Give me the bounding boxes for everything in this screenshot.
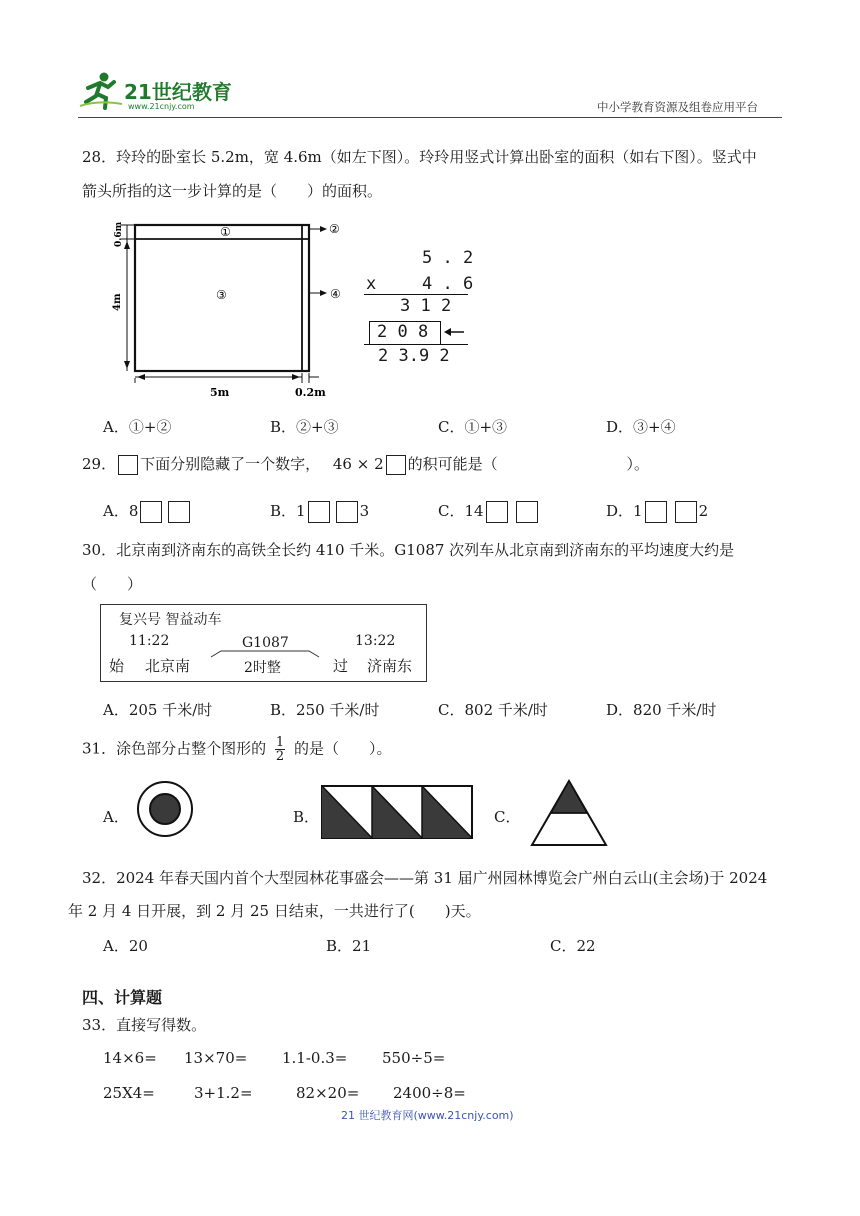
region-3-label: ③ [216, 288, 227, 302]
q30-stem-line2: （ ） [82, 575, 143, 593]
q29-option-b-label: B．1 [270, 502, 306, 520]
q28-stem-line1: 28．玲玲的卧室长 5.2m，宽 4.6m（如左下图）。玲玲用竖式计算出卧室的面积（如右下图）。竖式中 [82, 148, 757, 166]
digit-box [486, 501, 508, 523]
label-0-6m: 0.6m [114, 221, 124, 247]
calc-item: 13×70= [184, 1049, 248, 1067]
q29-option-d[interactable] [606, 500, 708, 523]
q30-stem-line1: 30．北京南到济南东的高铁全长约 410 千米。G1087 次列车从北京南到济南东的平均速度大约是 [82, 541, 735, 559]
q31-option-c-triangle-figure[interactable] [529, 778, 609, 848]
label-4m: 4m [112, 293, 123, 311]
ticket-start-station: 北京南 [145, 657, 191, 675]
q29-stem [82, 453, 649, 475]
logo-text: 21世纪教育 [124, 80, 232, 104]
calc-row-208: 2 0 8 [377, 322, 429, 342]
q32-option-c[interactable]: C．22 [550, 937, 596, 955]
q29-option-a-label: A．8 [103, 502, 139, 520]
ticket-title: 复兴号 智益动车 [119, 612, 222, 628]
q31-option-b-triangles-figure[interactable] [320, 784, 474, 840]
calc-times: x [366, 274, 377, 294]
q30-option-b[interactable]: B．250 千米/时 [270, 701, 380, 719]
q30-option-d[interactable]: D．820 千米/时 [606, 701, 717, 719]
header-divider [78, 117, 782, 118]
region-4-label: ④ [330, 287, 341, 301]
hidden-digit-box [118, 455, 138, 475]
q28-option-c[interactable]: C．①+③ [438, 418, 508, 436]
q29-stem-close: ）。 [626, 455, 649, 473]
q29-number: 29． [82, 455, 117, 473]
q32-stem-line1: 32．2024 年春天国内首个大型园林花事盛会——第 31 届广州园林博览会广州白云山(主会场)于 2024 [82, 869, 768, 887]
calc-item: 2400÷8= [393, 1084, 466, 1102]
ticket-pass-label: 过 [333, 657, 349, 675]
calc-item: 25X4= [103, 1084, 155, 1102]
logo-url: www.21cnjy.com [128, 102, 195, 111]
footer-link[interactable]: 21 世纪教育网(www.21cnjy.com) [341, 1109, 514, 1122]
vertical-calculation [362, 244, 477, 374]
calc-row-4-6: 4 . 6 [422, 274, 474, 294]
q28-option-d[interactable]: D．③+④ [606, 418, 676, 436]
q29-option-d-label: D．1 [606, 502, 643, 520]
header-platform-text: 中小学教育资源及组卷应用平台 [597, 100, 758, 114]
fraction-numerator: 1 [275, 735, 285, 750]
q31-option-c-label[interactable]: C． [494, 808, 521, 826]
calc-item: 14×6= [103, 1049, 157, 1067]
logo [78, 70, 243, 114]
calc-row-312: 3 1 2 [400, 296, 452, 316]
train-ticket [100, 604, 427, 682]
q29-option-b[interactable] [270, 500, 369, 523]
calc-line-1 [364, 294, 468, 295]
calc-item: 3+1.2= [194, 1084, 253, 1102]
q29-option-c[interactable] [438, 500, 540, 523]
q31-stem [82, 736, 391, 763]
section-title-calculation: 四、计算题 [82, 988, 163, 1007]
q29-option-c-label: C．14 [438, 502, 484, 520]
ticket-departure-time: 11:22 [129, 633, 170, 649]
digit-box [140, 501, 162, 523]
fraction-one-half [275, 736, 285, 763]
label-5m: 5m [210, 386, 230, 399]
ticket-end-station: 济南东 [367, 657, 413, 675]
digit-box [516, 501, 538, 523]
calc-item: 82×20= [296, 1084, 360, 1102]
arrow-left-icon [442, 326, 466, 338]
q29-option-b-suffix: 3 [359, 502, 370, 520]
calc-line-2 [364, 344, 468, 345]
q32-option-a[interactable]: A．20 [103, 937, 148, 955]
runner-logo-icon [78, 70, 124, 110]
q28-option-b[interactable]: B．②+③ [270, 418, 339, 436]
q31-stem-text-2: 的是（ ）。 [293, 739, 392, 758]
q29-stem-text-2: 的积可能是（ [407, 455, 498, 473]
q31-stem-text: 31．涂色部分占整个图形的 [82, 739, 267, 758]
q32-option-b[interactable]: B．21 [326, 937, 372, 955]
digit-box [168, 501, 190, 523]
digit-box [645, 501, 667, 523]
fraction-denominator: 2 [275, 749, 285, 764]
calc-row-5-2: 5 . 2 [422, 248, 474, 268]
q32-stem-line2: 年 2 月 4 日开展，到 2 月 25 日结束，一共进行了( )天。 [68, 902, 481, 920]
q28-option-a[interactable]: A．①+② [103, 418, 172, 436]
digit-box [308, 501, 330, 523]
ticket-start-label: 始 [109, 657, 125, 675]
region-2-label: ② [329, 222, 340, 236]
hidden-digit-box [386, 455, 406, 475]
q31-option-a-label[interactable]: A． [103, 808, 129, 826]
room-diagram [105, 213, 360, 403]
q29-stem-text: 下面分别隐藏了一个数字， [140, 455, 321, 473]
calc-result: 2 3.9 2 [378, 346, 450, 366]
ticket-train-number: G1087 [242, 635, 289, 651]
q31-option-a-circle-figure[interactable] [135, 779, 195, 839]
q29-option-d-suffix: 2 [698, 502, 709, 520]
q29-option-a[interactable] [103, 500, 192, 523]
calc-item: 550÷5= [382, 1049, 446, 1067]
label-0-2m: 0.2m [295, 386, 326, 399]
calc-item: 1.1-0.3= [282, 1049, 348, 1067]
q29-expression: 46 × 2 [332, 455, 384, 473]
q30-option-c[interactable]: C．802 千米/时 [438, 701, 548, 719]
ticket-arrival-time: 13:22 [355, 633, 396, 649]
digit-box [675, 501, 697, 523]
digit-box [336, 501, 358, 523]
region-1-label: ① [220, 225, 231, 239]
q28-stem-line2: 箭头所指的这一步计算的是（ ）的面积。 [82, 182, 383, 200]
q31-option-b-label[interactable]: B． [293, 808, 320, 826]
ticket-duration: 2时整 [244, 660, 281, 676]
q30-option-a[interactable]: A．205 千米/时 [103, 701, 213, 719]
q33-stem: 33．直接写得数。 [82, 1016, 207, 1034]
